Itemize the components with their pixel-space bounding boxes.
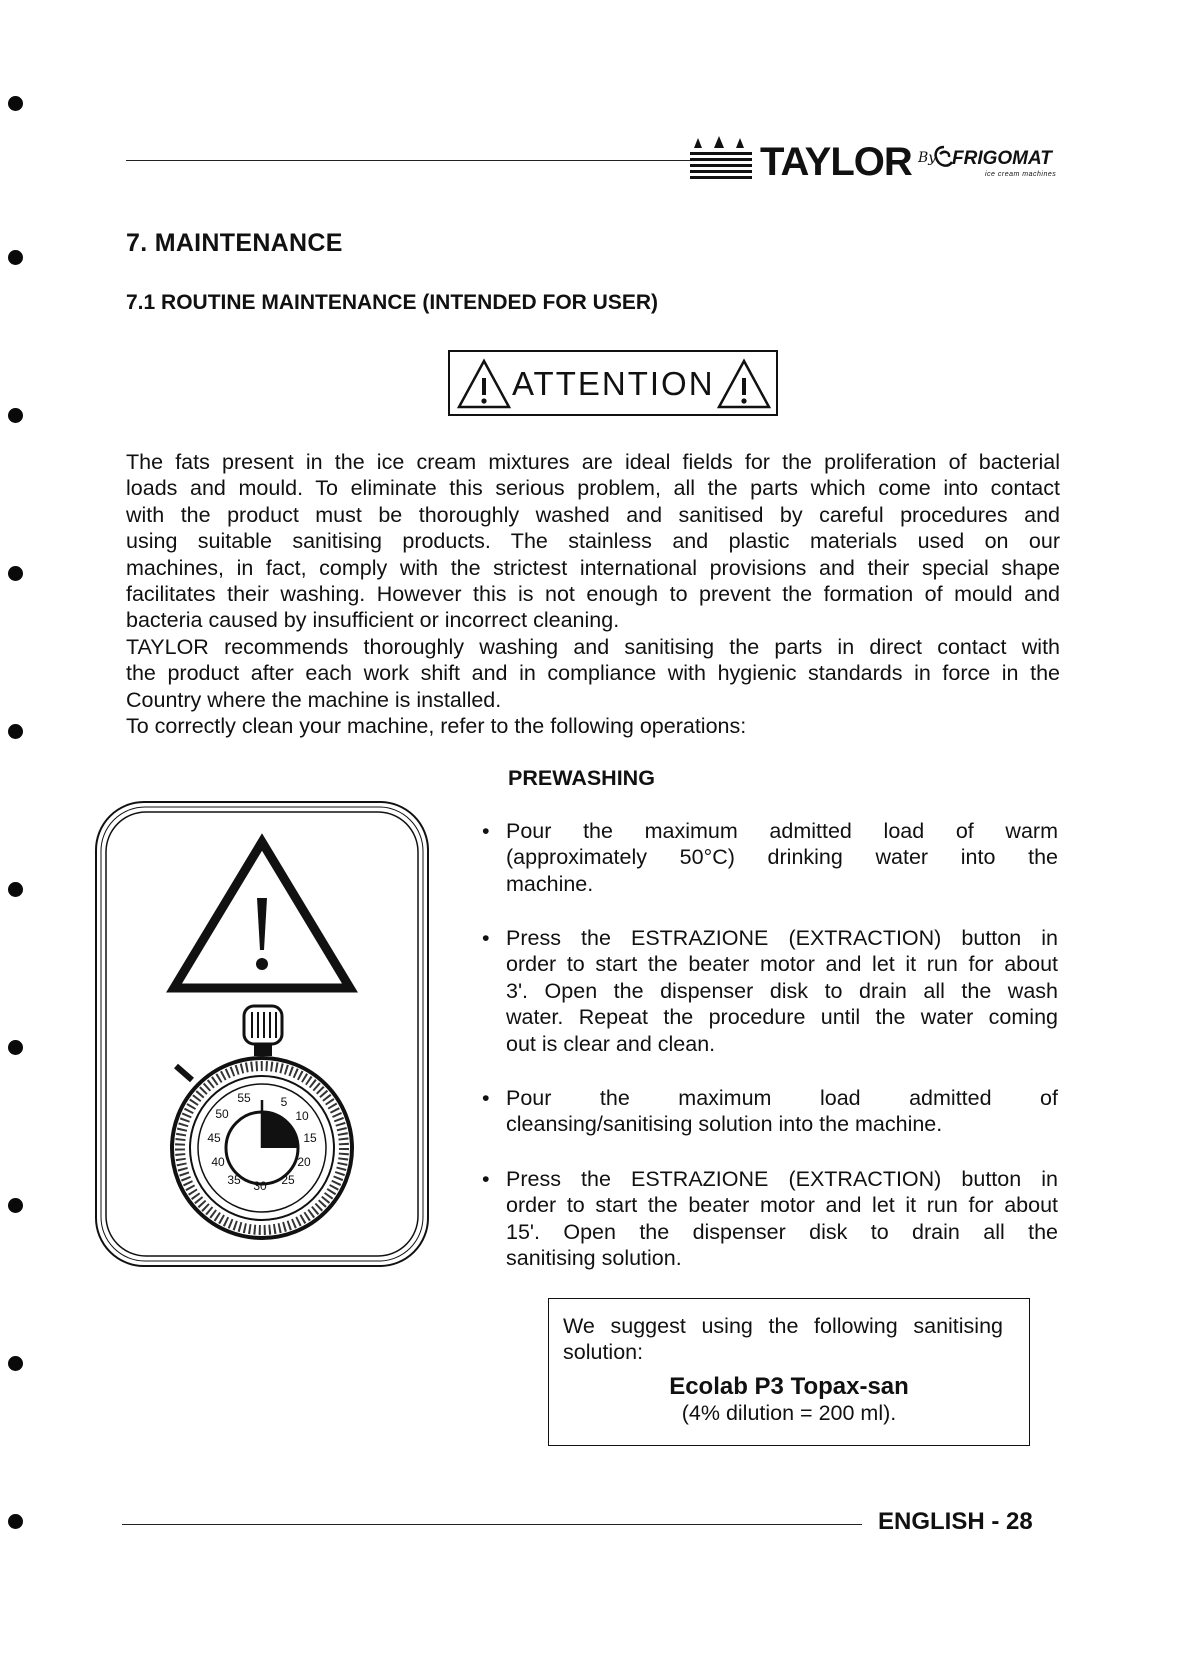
punch-hole — [8, 1356, 23, 1371]
logo-taylor-text: TAYLOR — [760, 140, 912, 184]
step-line: cleansing/sanitising solution into the machine. — [506, 1112, 943, 1137]
logo-tagline: ice cream machines — [985, 171, 1057, 178]
attention-label: ATTENTION — [512, 365, 715, 402]
step-line: Pour the maximum load admitted of — [506, 1086, 1058, 1110]
stopwatch-number: 40 — [211, 1155, 225, 1169]
step-line: sanitising solution. — [506, 1246, 682, 1271]
stopwatch-number: 30 — [253, 1179, 267, 1193]
stopwatch-number: 10 — [295, 1109, 309, 1123]
intro-line: the product after each work shift and in compliance with hygienic standards in force in the — [126, 661, 1060, 686]
logo-by-text: By — [918, 150, 937, 166]
header-rule — [126, 160, 691, 161]
bullet-icon: • — [482, 926, 490, 950]
punch-hole — [8, 1198, 23, 1213]
warning-triangle-icon — [716, 358, 772, 410]
logo-frigomat-text: FRIGOMAT — [952, 148, 1052, 169]
step-line: (approximately 50°C) drinking water into the — [506, 845, 1058, 870]
intro-paragraph — [126, 449, 1060, 739]
sanitising-suggestion-box — [548, 1298, 1030, 1446]
step-line: Press the ESTRAZIONE (EXTRACTION) button in — [506, 1167, 1058, 1191]
step-line: 15'. Open the dispenser disk to drain all the — [506, 1219, 1058, 1244]
prewashing-step — [478, 1166, 1058, 1272]
step-line: 3'. Open the dispenser disk to drain all the wash — [506, 978, 1058, 1003]
punch-hole — [8, 1040, 23, 1055]
intro-line: loads and mould. To eliminate this serious problem, all the parts which come into contact — [126, 476, 1060, 501]
punch-hole — [8, 1514, 23, 1529]
subsection-title: 7.1 ROUTINE MAINTENANCE (INTENDED FOR USER) — [126, 291, 659, 314]
list-item — [478, 818, 1058, 897]
intro-line: TAYLOR recommends thoroughly washing and sanitising the parts in direct contact with — [126, 634, 1060, 659]
sanitising-dilution: (4% dilution = 200 ml). — [681, 1401, 897, 1425]
intro-line: facilitates their washing. However this is not enough to prevent the formation of mould and — [126, 582, 1060, 607]
list-item — [478, 925, 1058, 1057]
attention-banner — [448, 350, 778, 416]
step-line: Pour the maximum admitted load of warm — [506, 819, 1058, 843]
list-item — [478, 1085, 1058, 1138]
prewashing-step — [478, 818, 1058, 897]
suggestion-line: solution: — [563, 1340, 644, 1364]
prewashing-step — [478, 1085, 1058, 1138]
warning-triangle-icon — [174, 842, 350, 988]
taylor-frigomat-logo — [690, 128, 1070, 184]
intro-line: with the product must be thoroughly washed and sanitised by careful procedures and — [126, 502, 1060, 527]
stopwatch-number: 20 — [297, 1155, 311, 1169]
punch-hole — [8, 408, 23, 423]
stopwatch-number: 45 — [207, 1131, 221, 1145]
punch-hole — [8, 566, 23, 581]
section-title: 7. MAINTENANCE — [126, 229, 343, 257]
intro-line: bacteria caused by insufficient or incorrect cleaning. — [126, 608, 620, 633]
step-line: order to start the beater motor and let it run for about — [506, 1193, 1058, 1218]
stopwatch-number: 55 — [237, 1091, 251, 1105]
step-line: water. Repeat the procedure until the water coming — [506, 1005, 1058, 1030]
list-item — [478, 1166, 1058, 1272]
suggestion-text — [563, 1313, 1003, 1365]
bullet-icon: • — [482, 819, 490, 843]
prewashing-heading: PREWASHING — [508, 766, 655, 790]
intro-line: machines, in fact, comply with the strictest international provisions and their special shape — [126, 555, 1060, 580]
bullet-icon: • — [482, 1086, 490, 1110]
intro-line: Country where the machine is installed. — [126, 687, 502, 712]
punch-hole — [8, 724, 23, 739]
step-line: out is clear and clean. — [506, 1031, 716, 1056]
punch-hole — [8, 882, 23, 897]
bullet-icon: • — [482, 1167, 490, 1191]
warning-stopwatch-pictogram — [94, 800, 430, 1268]
stopwatch-number: 50 — [215, 1107, 229, 1121]
step-line: Press the ESTRAZIONE (EXTRACTION) button in — [506, 926, 1058, 950]
stopwatch-number: 25 — [281, 1173, 295, 1187]
crown-bars-icon — [690, 136, 752, 182]
punch-hole — [8, 250, 23, 265]
sanitising-product-name: Ecolab P3 Topax-san — [669, 1373, 909, 1400]
stopwatch-number: 15 — [303, 1131, 317, 1145]
punch-hole — [8, 96, 23, 111]
suggestion-line: We suggest using the following sanitising — [563, 1314, 1003, 1338]
footer-rule — [122, 1524, 862, 1525]
intro-line: To correctly clean your machine, refer to the following operations: — [126, 714, 747, 739]
prewashing-step — [478, 925, 1058, 1057]
intro-line: The fats present in the ice cream mixtures are ideal fields for the proliferation of bacterial — [126, 450, 1060, 474]
warning-triangle-icon — [456, 358, 512, 410]
step-line: machine. — [506, 871, 594, 896]
stopwatch-number: 5 — [280, 1095, 288, 1109]
page-number: ENGLISH - 28 — [878, 1508, 1033, 1535]
stopwatch-icon — [172, 1006, 352, 1238]
intro-line: using suitable sanitising products. The stainless and plastic materials used on our — [126, 529, 1060, 554]
step-line: order to start the beater motor and let it run for about — [506, 952, 1058, 977]
stopwatch-number: 35 — [227, 1173, 241, 1187]
